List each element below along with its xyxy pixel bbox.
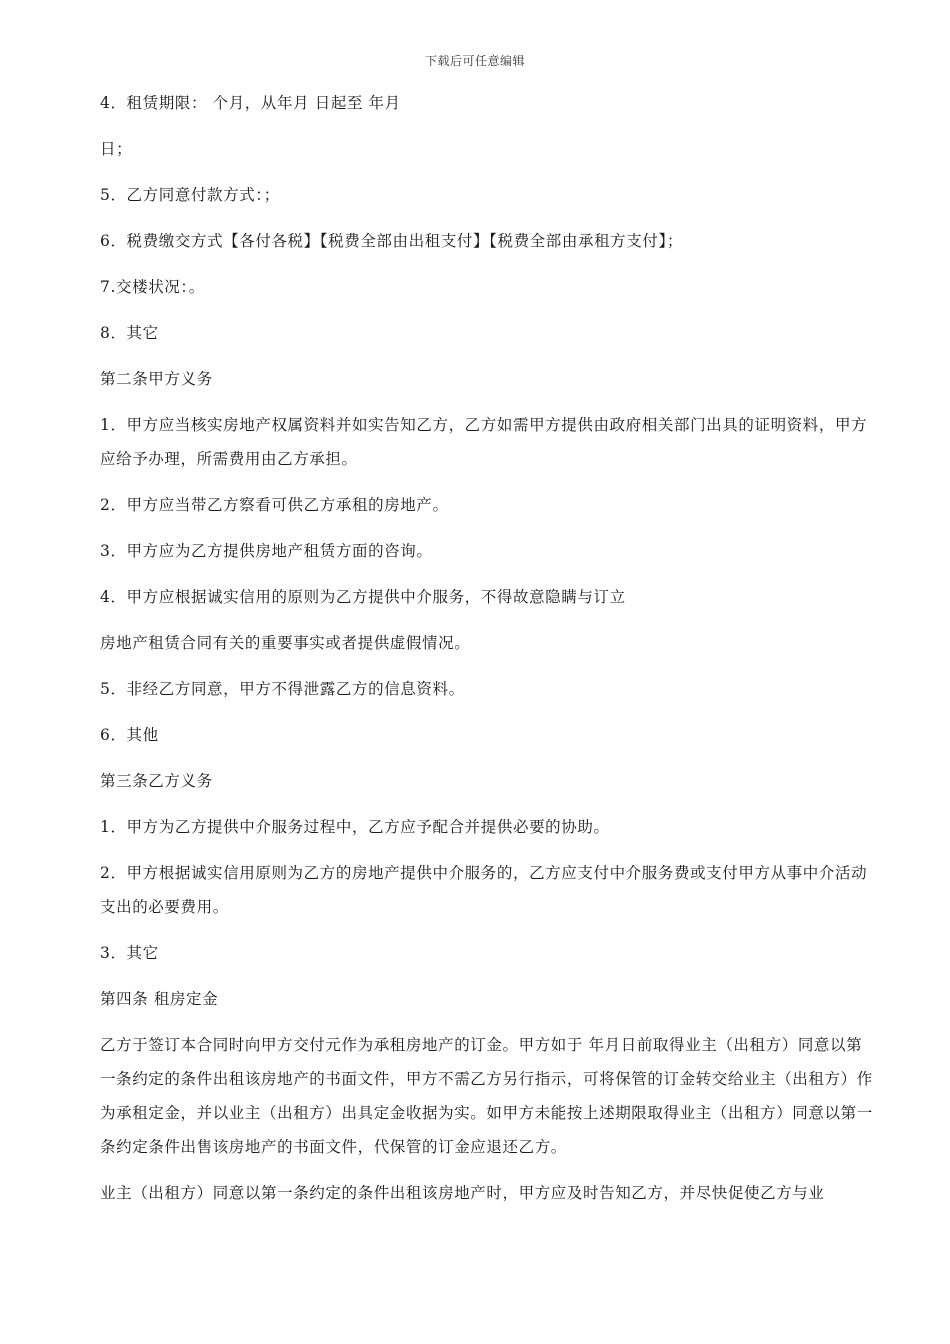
party-b-item-2: 2．甲方根据诚实信用原则为乙方的房地产提供中介服务的，乙方应支付中介服务费或支付甲方从事中介活动支出的必要费用。	[100, 864, 868, 916]
clause-term-cont: 日；	[100, 140, 133, 158]
party-a-item-3: 3．甲方应为乙方提供房地产租赁方面的咨询。	[100, 542, 433, 560]
clause-payment: 5．乙方同意付款方式：；	[100, 186, 280, 204]
section-title-deposit: 第四条 租房定金	[100, 990, 219, 1008]
party-a-item-4: 4．甲方应根据诚实信用的原则为乙方提供中介服务，不得故意隐瞒与订立	[100, 588, 626, 606]
deposit-paragraph-2: 业主（出租方）同意以第一条约定的条件出租该房地产时，甲方应及时告知乙方，并尽快促使乙方与业	[100, 1184, 825, 1202]
party-a-item-6: 6．其他	[100, 726, 159, 744]
deposit-paragraph-1: 乙方于签订本合同时向甲方交付元作为承租房地产的订金。甲方如于 年月日前取得业主（出租方）同意以第一条约定的条件出租该房地产的书面文件，甲方不需乙方另行指示，可将保管的订金转交给业主（出租方）作为承租定金，并以业主（出租方）出具定金收据为实。如甲方未能按上述期限取得业主（出租方）同意以第一条约定条件出售该房地产的书面文件，代保管的订金应退还乙方。	[100, 1036, 873, 1156]
page-header: 下载后可任意编辑	[424, 54, 525, 68]
party-a-item-4-cont: 房地产租赁合同有关的重要事实或者提供虚假情况。	[100, 634, 471, 652]
clause-term: 4．租赁期限： 个月，从年月 日起至 年月	[100, 94, 401, 112]
clause-other: 8．其它	[100, 324, 159, 342]
section-title-party-b: 第三条乙方义务	[100, 772, 213, 790]
document-body	[100, 86, 876, 1222]
party-a-item-1: 1．甲方应当核实房地产权属资料并如实告知乙方，乙方如需甲方提供由政府相关部门出具的证明资料，甲方应给予办理，所需费用由乙方承担。	[100, 416, 868, 468]
clause-handover: 7.交楼状况：。	[100, 278, 205, 296]
section-title-party-a: 第二条甲方义务	[100, 370, 213, 388]
party-b-item-3: 3．其它	[100, 944, 159, 962]
party-a-item-5: 5．非经乙方同意，甲方不得泄露乙方的信息资料。	[100, 680, 465, 698]
clause-tax: 6．税费缴交方式【各付各税】【税费全部由出租支付】【税费全部由承租方支付】；	[100, 232, 683, 250]
party-a-item-2: 2．甲方应当带乙方察看可供乙方承租的房地产。	[100, 496, 449, 514]
party-b-item-1: 1．甲方为乙方提供中介服务过程中，乙方应予配合并提供必要的协助。	[100, 818, 610, 836]
